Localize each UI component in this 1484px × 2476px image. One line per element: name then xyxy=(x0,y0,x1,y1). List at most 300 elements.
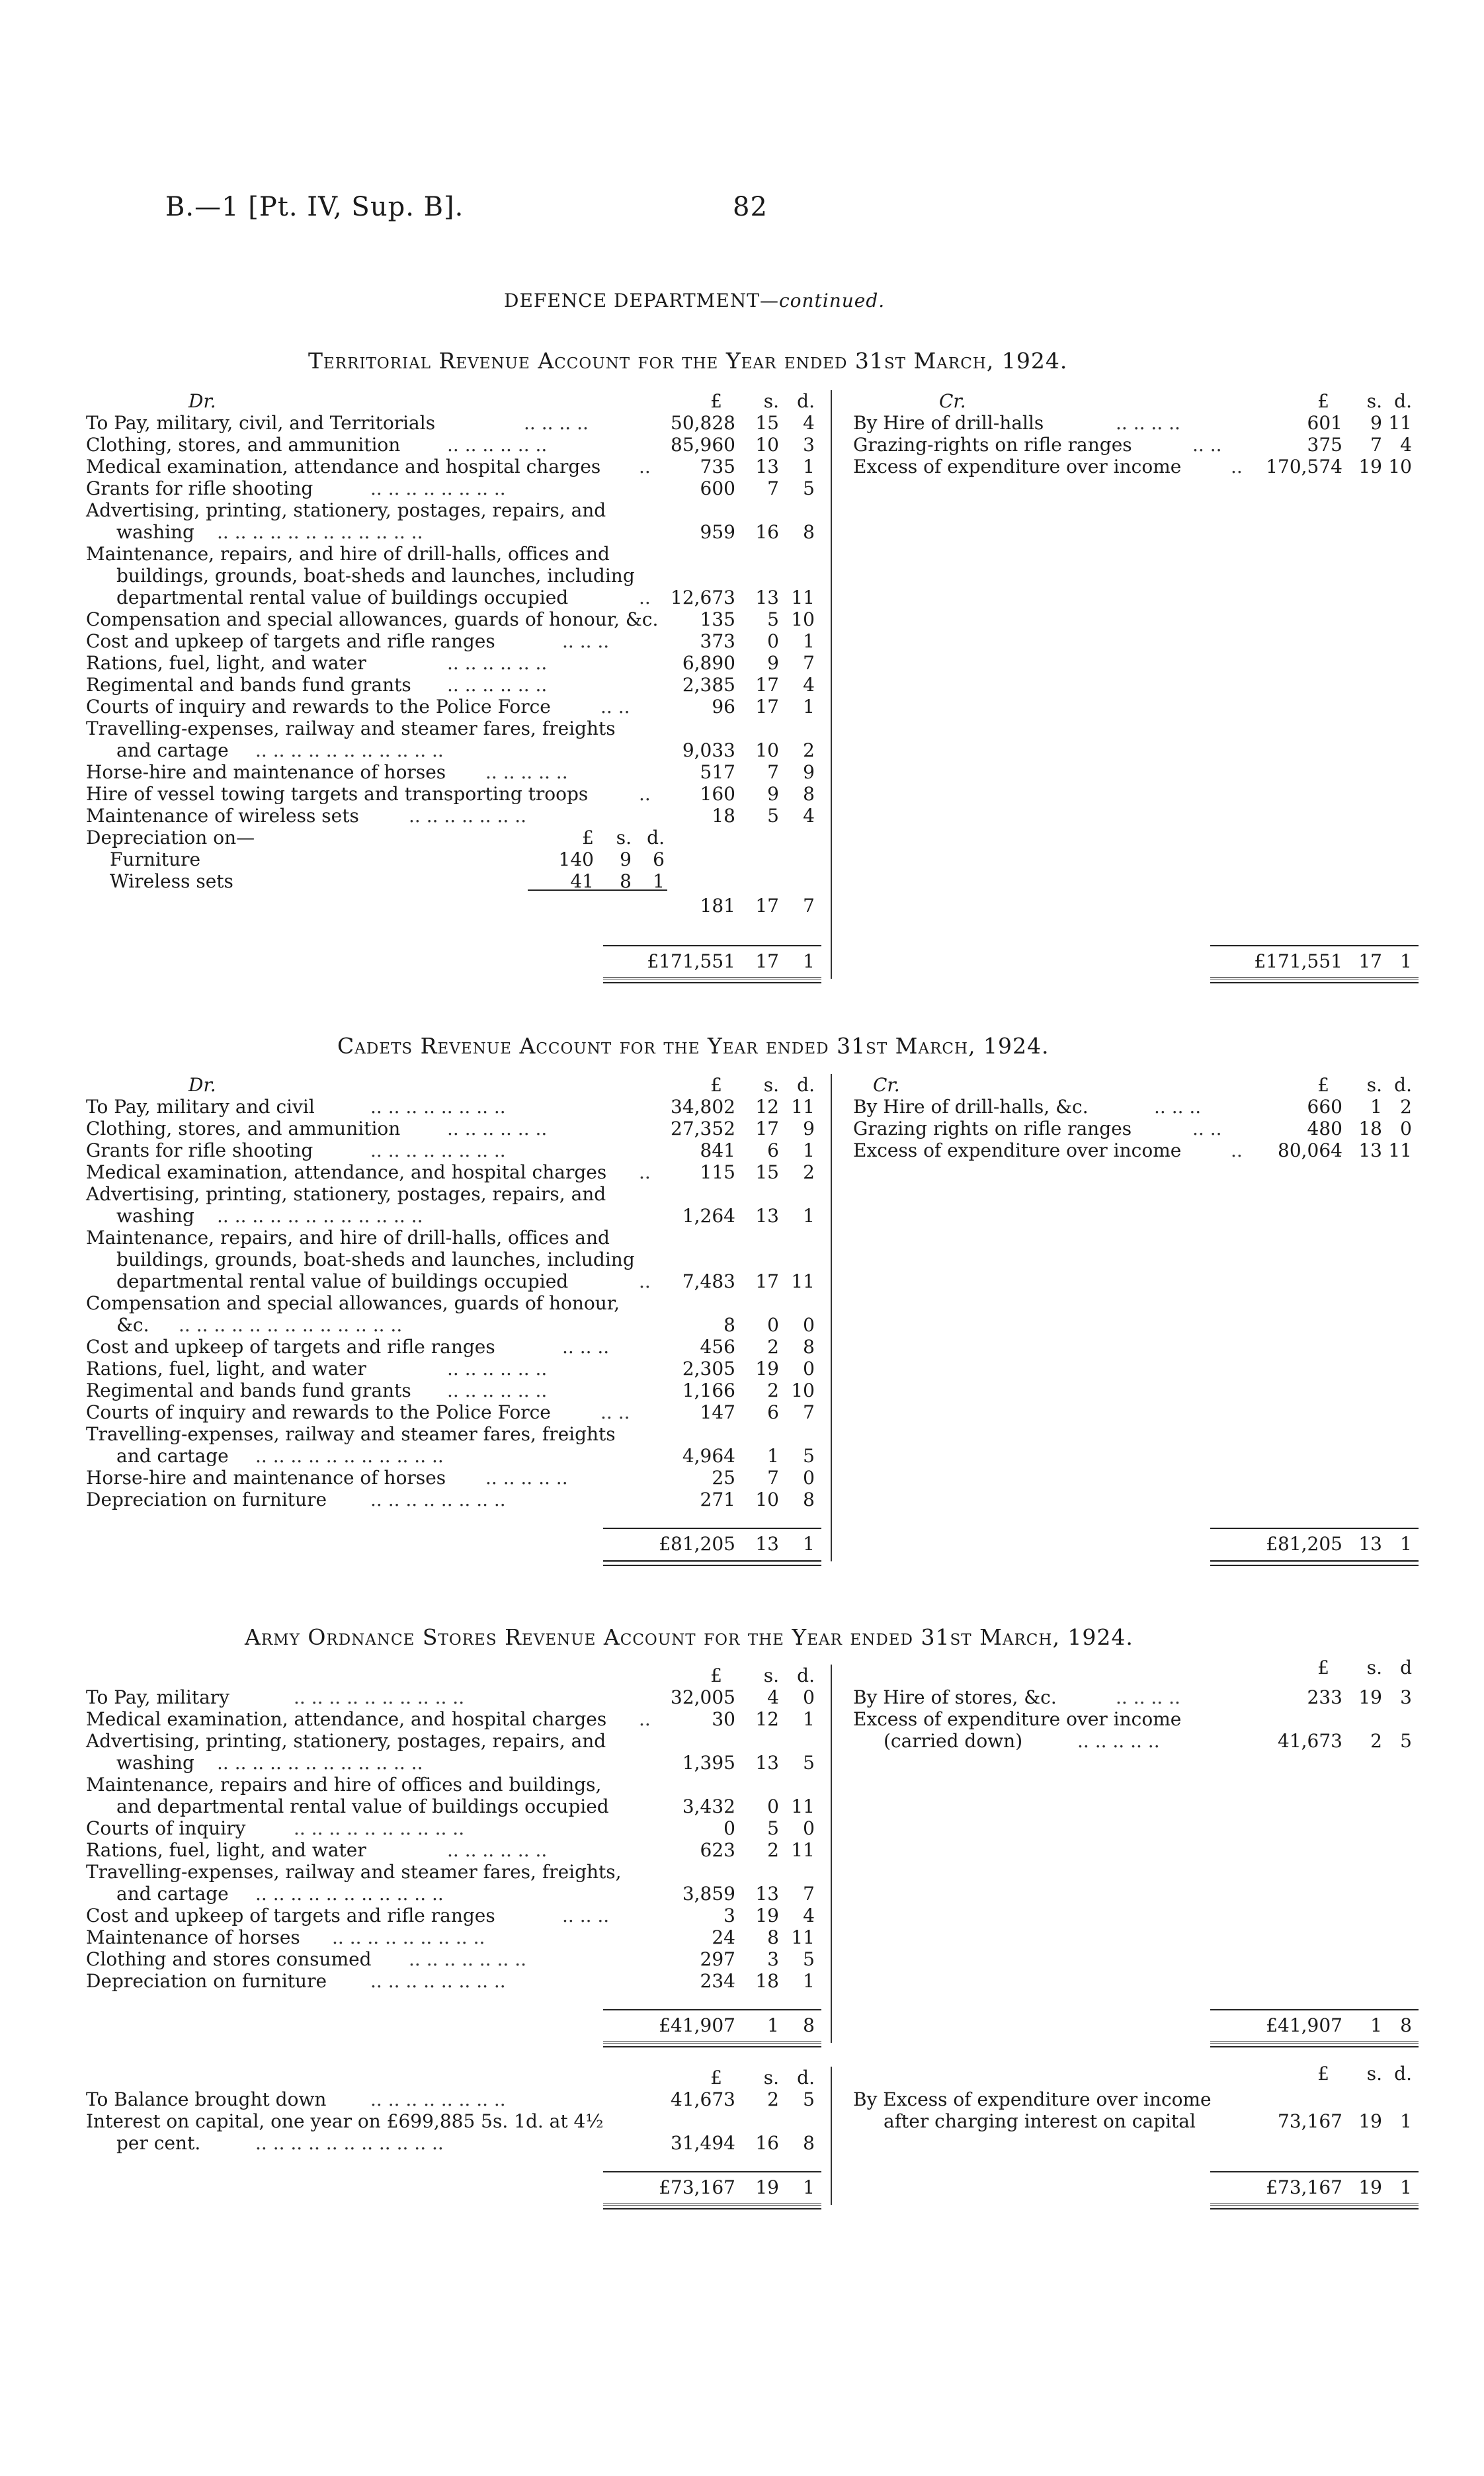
cadets-dr-shillings: 15 xyxy=(755,1161,779,1183)
ordnance-dr-shillings: 2 xyxy=(767,1839,779,1861)
ordnance2-cr-total-shillings: 19 xyxy=(1358,2176,1382,2198)
territorial-dr-leader-dots: .. .. .. .. .. .. xyxy=(447,434,548,456)
ordnance2-dr-label: per cent. xyxy=(116,2132,201,2154)
department-heading xyxy=(504,290,885,311)
territorial-dr-pounds: 735 xyxy=(700,456,735,477)
cadets-dr-head-pounds: £ xyxy=(710,1074,722,1096)
ordnance-dr-pounds: 3 xyxy=(723,1905,735,1926)
cadets-dr-pounds: 1,166 xyxy=(682,1380,735,1401)
cadets-cr-label: Grazing rights on rifle ranges xyxy=(853,1118,1132,1139)
cadets-dr-leader-dots: .. .. .. .. .. xyxy=(485,1467,568,1489)
cadets-dr-pounds: 7,483 xyxy=(682,1270,735,1292)
cadets-dr-label: Horse-hire and maintenance of horses xyxy=(86,1467,446,1489)
cadets-cr-head-pounds: £ xyxy=(1317,1074,1329,1096)
ordnance-dr-head-pounds: £ xyxy=(710,1665,722,1686)
cadets-cr-total-double-rule xyxy=(1210,1560,1419,1566)
territorial-dr-label: Wireless sets xyxy=(110,870,233,892)
territorial-dr-pence: 7 xyxy=(803,895,815,917)
cadets-dr-pounds: 34,802 xyxy=(671,1096,735,1118)
ordnance2-cr-total-pence: 1 xyxy=(1400,2176,1412,2198)
ordnance-cr-head-pounds: £ xyxy=(1317,1657,1329,1678)
territorial-dr-sub-head-shillings: s. xyxy=(616,827,632,848)
territorial-cr-leader-dots: .. .. .. .. xyxy=(1116,412,1180,434)
territorial-cr-leader-dots: .. .. xyxy=(1192,434,1222,456)
cadets-dr-leader-dots: .. .. .. .. .. .. .. .. .. .. .. .. .. xyxy=(179,1314,403,1336)
ordnance-dr-shillings: 18 xyxy=(755,1970,779,1992)
territorial-dr-leader-dots: .. .. .. xyxy=(562,630,610,652)
territorial-dr-label: Furniture xyxy=(110,848,201,870)
cadets-dr-leader-dots: .. .. .. .. .. .. xyxy=(447,1118,548,1139)
cadets-cr-label: Excess of expenditure over income xyxy=(853,1139,1182,1161)
territorial-dr-shillings: 0 xyxy=(767,630,779,652)
territorial-dr-sub-shillings: 8 xyxy=(620,870,632,892)
ordnance-dr-total-pounds: £41,907 xyxy=(659,2014,735,2036)
ordnance-dr-label: and departmental rental value of buildings occupied xyxy=(116,1795,609,1817)
territorial-cr-pounds: 601 xyxy=(1307,412,1342,434)
ordnance2-divider xyxy=(831,2067,832,2205)
territorial-cr-pounds: 375 xyxy=(1307,434,1342,456)
territorial-dr-pence: 3 xyxy=(803,434,815,456)
ordnance2-dr-total-pence: 1 xyxy=(803,2176,815,2198)
cadets-divider xyxy=(831,1074,832,1561)
cadets-dr-label: To Pay, military and civil xyxy=(86,1096,315,1118)
cadets-dr-pounds: 456 xyxy=(700,1336,735,1358)
cadets-dr-pounds: 4,964 xyxy=(682,1445,735,1467)
ordnance-dr-total-shillings: 1 xyxy=(767,2014,779,2036)
cadets-dr-label: Dr. xyxy=(188,1074,216,1096)
cadets-dr-shillings: 6 xyxy=(767,1401,779,1423)
cadets-dr-leader-dots: .. .. .. .. .. .. .. .. xyxy=(370,1139,506,1161)
territorial-dr-pence: 8 xyxy=(803,783,815,805)
territorial-dr-sub-pence: 6 xyxy=(653,848,665,870)
ordnance-cr-shillings: 19 xyxy=(1358,1686,1382,1708)
cadets-dr-pounds: 271 xyxy=(700,1489,735,1510)
territorial-dr-label: To Pay, military, civil, and Territorials xyxy=(86,412,436,434)
cadets-cr-pounds: 660 xyxy=(1307,1096,1342,1118)
ordnance-dr-label: Depreciation on furniture xyxy=(86,1970,327,1992)
ordnance-dr-shillings: 8 xyxy=(767,1926,779,1948)
cadets-dr-head-shillings: s. xyxy=(763,1074,779,1096)
cadets-dr-total-double-rule xyxy=(603,1560,821,1566)
territorial-cr-pence: 11 xyxy=(1388,412,1412,434)
cadets-dr-pence: 0 xyxy=(803,1314,815,1336)
cadets-cr-leader-dots: .. .. xyxy=(1192,1118,1222,1139)
cadets-dr-leader-dots: .. .. .. .. .. .. .. .. xyxy=(370,1096,506,1118)
territorial-dr-pounds: 517 xyxy=(700,761,735,783)
cadets-dr-leader-dots: .. .. xyxy=(600,1401,630,1423)
ordnance-dr-pounds: 32,005 xyxy=(671,1686,735,1708)
territorial-dr-shillings: 5 xyxy=(767,805,779,827)
cadets-dr-pence: 7 xyxy=(803,1401,815,1423)
territorial-cr-shillings: 7 xyxy=(1370,434,1382,456)
cadets-dr-shillings: 19 xyxy=(755,1358,779,1380)
cadets-cr-pence: 11 xyxy=(1388,1139,1412,1161)
territorial-dr-leader-dots: .. .. .. .. .. .. .. .. xyxy=(370,477,506,499)
territorial-dr-total-double-rule xyxy=(603,977,821,983)
ordnance-dr-label: Maintenance, repairs and hire of offices and buildings, xyxy=(86,1774,602,1795)
cadets-dr-total-rule xyxy=(603,1528,821,1529)
ordnance-dr-pence: 5 xyxy=(803,1752,815,1774)
cadets-dr-label: &c. xyxy=(116,1314,149,1336)
territorial-dr-pounds: 12,673 xyxy=(671,587,735,608)
ordnance2-dr-total-pounds: £73,167 xyxy=(659,2176,735,2198)
territorial-dr-label: Travelling-expenses, railway and steamer fares, freights xyxy=(86,718,616,739)
cadets-dr-leader-dots: .. .. .. .. .. .. xyxy=(447,1358,548,1380)
territorial-dr-label: departmental rental value of buildings occupied xyxy=(116,587,569,608)
territorial-cr-total-rule xyxy=(1210,945,1419,946)
territorial-dr-label: Maintenance of wireless sets xyxy=(86,805,359,827)
territorial-cr-label: Cr. xyxy=(939,390,966,412)
cadets-cr-label: By Hire of drill-halls, &c. xyxy=(853,1096,1089,1118)
territorial-dr-label: Maintenance, repairs, and hire of drill-halls, offices and xyxy=(86,543,610,565)
ordnance-dr-pence: 4 xyxy=(803,1905,815,1926)
territorial-dr-label: Hire of vessel towing targets and transporting troops xyxy=(86,783,589,805)
territorial-dr-sub-pence: 1 xyxy=(653,870,665,892)
ordnance2-cr-total-pounds: £73,167 xyxy=(1266,2176,1342,2198)
ordnance-dr-pence: 1 xyxy=(803,1708,815,1730)
cadets-cr-head-shillings: s. xyxy=(1366,1074,1382,1096)
territorial-dr-head-shillings: s. xyxy=(763,390,779,412)
ordnance-dr-pounds: 623 xyxy=(700,1839,735,1861)
ordnance-cr-total-pence: 8 xyxy=(1400,2014,1412,2036)
ordnance-cr-pounds: 233 xyxy=(1307,1686,1342,1708)
cadets-dr-label: Travelling-expenses, railway and steamer fares, freights xyxy=(86,1423,616,1445)
ordnance-dr-pounds: 234 xyxy=(700,1970,735,1992)
cadets-cr-pence: 2 xyxy=(1400,1096,1412,1118)
ordnance-dr-shillings: 13 xyxy=(755,1883,779,1905)
ordnance-dr-label: Advertising, printing, stationery, postages, repairs, and xyxy=(86,1730,606,1752)
cadets-dr-pounds: 1,264 xyxy=(682,1205,735,1227)
ordnance-cr-pounds: 41,673 xyxy=(1278,1730,1342,1752)
ordnance-cr-total-shillings: 1 xyxy=(1370,2014,1382,2036)
territorial-dr-head-pence: d. xyxy=(797,390,815,412)
ordnance-dr-pounds: 1,395 xyxy=(682,1752,735,1774)
cadets-dr-label: Compensation and special allowances, guards of honour, xyxy=(86,1292,620,1314)
cadets-dr-total-pounds: £81,205 xyxy=(659,1533,735,1555)
territorial-dr-label: Dr. xyxy=(188,390,216,412)
territorial-dr-pounds: 181 xyxy=(700,895,735,917)
cadets-dr-shillings: 6 xyxy=(767,1139,779,1161)
territorial-dr-label: Compensation and special allowances, guards of honour, &c. xyxy=(86,608,659,630)
ordnance-dr-pence: 0 xyxy=(803,1686,815,1708)
territorial-dr-pounds: 9,033 xyxy=(682,739,735,761)
ordnance-dr-leader-dots: .. .. .. .. .. .. .. .. .. .. xyxy=(294,1817,465,1839)
ordnance-dr-leader-dots: .. .. .. .. .. .. .. .. .. .. .. xyxy=(255,1883,444,1905)
ordnance-dr-leader-dots: .. .. .. .. .. .. .. xyxy=(409,1948,527,1970)
cadets-dr-label: Medical examination, attendance, and hospital charges xyxy=(86,1161,607,1183)
territorial-dr-leader-dots: .. xyxy=(639,456,651,477)
territorial-dr-leader-dots: .. .. xyxy=(600,696,630,718)
ordnance2-cr-label: By Excess of expenditure over income xyxy=(853,2088,1212,2110)
ordnance-dr-label: Maintenance of horses xyxy=(86,1926,300,1948)
cadets-dr-shillings: 10 xyxy=(755,1489,779,1510)
cadets-dr-label: buildings, grounds, boat-sheds and launches, including xyxy=(116,1249,635,1270)
ordnance-dr-pence: 11 xyxy=(791,1839,815,1861)
cadets-dr-shillings: 13 xyxy=(755,1205,779,1227)
cadets-title: Cadets Revenue Account for the Year ended 31st March, 1924. xyxy=(337,1033,1050,1059)
cadets-dr-total-pence: 1 xyxy=(803,1533,815,1555)
ordnance-dr-pence: 5 xyxy=(803,1948,815,1970)
cadets-dr-pounds: 8 xyxy=(723,1314,735,1336)
ordnance2-cr-head-pence: d. xyxy=(1394,2063,1412,2084)
territorial-dr-leader-dots: .. xyxy=(639,587,651,608)
cadets-dr-leader-dots: .. .. .. xyxy=(562,1336,610,1358)
territorial-dr-pounds: 50,828 xyxy=(671,412,735,434)
cadets-cr-leader-dots: .. .. .. xyxy=(1154,1096,1202,1118)
ordnance2-cr-head-pounds: £ xyxy=(1317,2063,1329,2084)
cadets-dr-pounds: 25 xyxy=(712,1467,735,1489)
ordnance-dr-leader-dots: .. .. .. .. .. .. .. .. .. xyxy=(332,1926,485,1948)
cadets-dr-pence: 8 xyxy=(803,1489,815,1510)
ordnance-dr-shillings: 3 xyxy=(767,1948,779,1970)
territorial-dr-pounds: 600 xyxy=(700,477,735,499)
cadets-dr-shillings: 2 xyxy=(767,1380,779,1401)
ordnance-cr-total-double-rule xyxy=(1210,2042,1419,2047)
ordnance-cr-leader-dots: .. .. .. .. xyxy=(1116,1686,1180,1708)
territorial-dr-shillings: 9 xyxy=(767,783,779,805)
cadets-dr-leader-dots: .. .. .. .. .. .. xyxy=(447,1380,548,1401)
territorial-dr-pence: 1 xyxy=(803,456,815,477)
cadets-cr-leader-dots: .. xyxy=(1231,1139,1243,1161)
territorial-divider xyxy=(831,390,832,979)
ordnance-dr-shillings: 13 xyxy=(755,1752,779,1774)
territorial-dr-pounds: 18 xyxy=(712,805,735,827)
territorial-dr-pence: 1 xyxy=(803,630,815,652)
cadets-cr-head-pence: d. xyxy=(1394,1074,1412,1096)
ordnance-dr-pence: 11 xyxy=(791,1795,815,1817)
ordnance-dr-shillings: 5 xyxy=(767,1817,779,1839)
territorial-dr-label: and cartage xyxy=(116,739,229,761)
ordnance2-dr-shillings: 2 xyxy=(767,2088,779,2110)
ordnance-dr-total-double-rule xyxy=(603,2042,821,2047)
ordnance-dr-pounds: 24 xyxy=(712,1926,735,1948)
cadets-dr-label: washing xyxy=(116,1205,194,1227)
cadets-dr-leader-dots: .. .. .. .. .. .. .. .. .. .. .. .. xyxy=(217,1205,423,1227)
ordnance-dr-pence: 7 xyxy=(803,1883,815,1905)
territorial-cr-head-shillings: s. xyxy=(1366,390,1382,412)
department-continued: continued. xyxy=(778,290,886,311)
cadets-dr-pence: 11 xyxy=(791,1270,815,1292)
cadets-cr-label: Cr. xyxy=(873,1074,900,1096)
territorial-dr-shillings: 5 xyxy=(767,608,779,630)
ordnance2-cr-label: after charging interest on capital xyxy=(884,2110,1196,2132)
territorial-title: Territorial Revenue Account for the Year ended 31st March, 1924. xyxy=(308,348,1068,374)
ordnance2-cr-total-rule xyxy=(1210,2171,1419,2172)
territorial-dr-shillings: 16 xyxy=(755,521,779,543)
cadets-dr-pence: 11 xyxy=(791,1096,815,1118)
ordnance-cr-pence: 5 xyxy=(1400,1730,1412,1752)
ordnance-cr-shillings: 2 xyxy=(1370,1730,1382,1752)
ordnance-dr-leader-dots: .. xyxy=(639,1708,651,1730)
territorial-dr-label: Regimental and bands fund grants xyxy=(86,674,411,696)
ordnance-cr-label: By Hire of stores, &c. xyxy=(853,1686,1057,1708)
territorial-dr-sub-head-pence: d. xyxy=(647,827,665,848)
cadets-dr-label: Rations, fuel, light, and water xyxy=(86,1358,366,1380)
territorial-dr-sub-head-pounds: £ xyxy=(582,827,594,848)
cadets-dr-pence: 0 xyxy=(803,1467,815,1489)
ordnance-dr-label: and cartage xyxy=(116,1883,229,1905)
territorial-dr-pounds: 373 xyxy=(700,630,735,652)
ordnance-dr-head-shillings: s. xyxy=(763,1665,779,1686)
territorial-dr-total-rule xyxy=(603,945,821,946)
ordnance-dr-pounds: 3,859 xyxy=(682,1883,735,1905)
cadets-dr-label: Depreciation on furniture xyxy=(86,1489,327,1510)
cadets-dr-shillings: 12 xyxy=(755,1096,779,1118)
territorial-dr-leader-dots: .. .. .. .. .. .. .. .. .. .. .. .. xyxy=(217,521,423,543)
territorial-dr-pounds: 96 xyxy=(712,696,735,718)
territorial-dr-pence: 2 xyxy=(803,739,815,761)
cadets-dr-pence: 0 xyxy=(803,1358,815,1380)
territorial-dr-shillings: 9 xyxy=(767,652,779,674)
ordnance-dr-leader-dots: .. .. .. .. .. .. .. .. xyxy=(370,1970,506,1992)
territorial-dr-pence: 4 xyxy=(803,805,815,827)
cadets-dr-pence: 2 xyxy=(803,1161,815,1183)
cadets-dr-label: Regimental and bands fund grants xyxy=(86,1380,411,1401)
territorial-dr-pounds: 2,385 xyxy=(682,674,735,696)
ordnance2-dr-label: To Balance brought down xyxy=(86,2088,327,2110)
territorial-dr-shillings: 13 xyxy=(755,456,779,477)
territorial-dr-label: Rations, fuel, light, and water xyxy=(86,652,366,674)
cadets-dr-pence: 9 xyxy=(803,1118,815,1139)
ordnance-cr-total-pounds: £41,907 xyxy=(1266,2014,1342,2036)
ordnance2-dr-pounds: 41,673 xyxy=(671,2088,735,2110)
territorial-dr-leader-dots: .. .. .. .. .. .. .. .. .. .. .. xyxy=(255,739,444,761)
ordnance-cr-leader-dots: .. .. .. .. .. xyxy=(1077,1730,1160,1752)
territorial-cr-label: By Hire of drill-halls xyxy=(853,412,1044,434)
cadets-dr-leader-dots: .. xyxy=(639,1270,651,1292)
cadets-dr-pounds: 2,305 xyxy=(682,1358,735,1380)
territorial-dr-pence: 7 xyxy=(803,652,815,674)
ordnance-dr-shillings: 19 xyxy=(755,1905,779,1926)
territorial-dr-shillings: 10 xyxy=(755,739,779,761)
ordnance-dr-pounds: 3,432 xyxy=(682,1795,735,1817)
ordnance-dr-leader-dots: .. .. .. xyxy=(562,1905,610,1926)
page-reference: B.—1 [Pt. IV, Sup. B]. xyxy=(165,192,464,222)
territorial-cr-pounds: 170,574 xyxy=(1266,456,1342,477)
ordnance-cr-total-rule xyxy=(1210,2009,1419,2010)
territorial-dr-total-pounds: £171,551 xyxy=(647,950,735,972)
territorial-cr-shillings: 19 xyxy=(1358,456,1382,477)
cadets-dr-pounds: 27,352 xyxy=(671,1118,735,1139)
cadets-dr-total-shillings: 13 xyxy=(755,1533,779,1555)
ordnance2-dr-leader-dots: .. .. .. .. .. .. .. .. xyxy=(370,2088,506,2110)
ordnance-dr-label: Courts of inquiry xyxy=(86,1817,246,1839)
ordnance-dr-label: Cost and upkeep of targets and rifle ranges xyxy=(86,1905,495,1926)
ordnance-dr-pounds: 30 xyxy=(712,1708,735,1730)
cadets-dr-shillings: 17 xyxy=(755,1118,779,1139)
ordnance-dr-total-rule xyxy=(603,2009,821,2010)
cadets-dr-pounds: 115 xyxy=(700,1161,735,1183)
ordnance-dr-leader-dots: .. .. .. .. .. .. .. .. .. .. .. .. xyxy=(217,1752,423,1774)
territorial-dr-leader-dots: .. .. .. .. .. .. xyxy=(447,652,548,674)
territorial-dr-sub-pounds: 140 xyxy=(558,848,594,870)
cadets-dr-label: Grants for rifle shooting xyxy=(86,1139,313,1161)
territorial-dr-pence: 5 xyxy=(803,477,815,499)
territorial-dr-label: Advertising, printing, stationery, postages, repairs, and xyxy=(86,499,606,521)
territorial-dr-shillings: 17 xyxy=(755,696,779,718)
ordnance-dr-label: Clothing and stores consumed xyxy=(86,1948,372,1970)
cadets-dr-label: departmental rental value of buildings occupied xyxy=(116,1270,569,1292)
cadets-cr-total-rule xyxy=(1210,1528,1419,1529)
territorial-cr-total-pounds: £171,551 xyxy=(1254,950,1342,972)
cadets-cr-shillings: 18 xyxy=(1358,1118,1382,1139)
cadets-cr-total-shillings: 13 xyxy=(1358,1533,1382,1555)
ordnance-dr-total-pence: 8 xyxy=(803,2014,815,2036)
ordnance-dr-label: Rations, fuel, light, and water xyxy=(86,1839,366,1861)
territorial-dr-label: Cost and upkeep of targets and rifle ranges xyxy=(86,630,495,652)
territorial-cr-head-pence: d. xyxy=(1394,390,1412,412)
territorial-cr-total-pence: 1 xyxy=(1400,950,1412,972)
territorial-dr-sub-pounds: 41 xyxy=(570,870,594,892)
territorial-dr-label: Clothing, stores, and ammunition xyxy=(86,434,401,456)
cadets-dr-pence: 8 xyxy=(803,1336,815,1358)
ordnance2-dr-total-shillings: 19 xyxy=(755,2176,779,2198)
ordnance-cr-head-pence: d xyxy=(1400,1657,1412,1678)
ordnance-dr-label: washing xyxy=(116,1752,194,1774)
ordnance-cr-label: (carried down) xyxy=(884,1730,1023,1752)
ordnance2-dr-leader-dots: .. .. .. .. .. .. .. .. .. .. .. xyxy=(255,2132,444,2154)
ordnance2-dr-head-pence: d. xyxy=(797,2067,815,2088)
cadets-dr-leader-dots: .. .. .. .. .. .. .. .. .. .. .. xyxy=(255,1445,444,1467)
territorial-dr-pence: 10 xyxy=(791,608,815,630)
cadets-cr-pence: 0 xyxy=(1400,1118,1412,1139)
territorial-dr-label: washing xyxy=(116,521,194,543)
page-number: 82 xyxy=(733,192,768,222)
territorial-dr-shillings: 17 xyxy=(755,674,779,696)
cadets-dr-shillings: 1 xyxy=(767,1445,779,1467)
territorial-dr-shillings: 7 xyxy=(767,477,779,499)
cadets-dr-label: Courts of inquiry and rewards to the Police Force xyxy=(86,1401,551,1423)
territorial-cr-pence: 10 xyxy=(1388,456,1412,477)
cadets-cr-shillings: 13 xyxy=(1358,1139,1382,1161)
territorial-dr-label: buildings, grounds, boat-sheds and launches, including xyxy=(116,565,635,587)
cadets-dr-shillings: 0 xyxy=(767,1314,779,1336)
ordnance-cr-head-shillings: s. xyxy=(1366,1657,1382,1678)
territorial-dr-pence: 4 xyxy=(803,674,815,696)
territorial-dr-shillings: 13 xyxy=(755,587,779,608)
ordnance2-dr-label: Interest on capital, one year on £699,885 5s. 1d. at 4½ xyxy=(86,2110,604,2132)
territorial-cr-total-double-rule xyxy=(1210,977,1419,983)
territorial-dr-pounds: 135 xyxy=(700,608,735,630)
territorial-cr-shillings: 9 xyxy=(1370,412,1382,434)
cadets-dr-pence: 10 xyxy=(791,1380,815,1401)
territorial-dr-pounds: 85,960 xyxy=(671,434,735,456)
territorial-dr-leader-dots: .. .. .. .. .. .. .. xyxy=(409,805,527,827)
cadets-cr-total-pounds: £81,205 xyxy=(1266,1533,1342,1555)
cadets-cr-shillings: 1 xyxy=(1370,1096,1382,1118)
ordnance-dr-head-pence: d. xyxy=(797,1665,815,1686)
territorial-dr-pence: 9 xyxy=(803,761,815,783)
territorial-cr-label: Grazing-rights on rifle ranges xyxy=(853,434,1132,456)
cadets-dr-label: and cartage xyxy=(116,1445,229,1467)
territorial-dr-pence: 1 xyxy=(803,696,815,718)
territorial-dr-head-pounds: £ xyxy=(710,390,722,412)
cadets-dr-shillings: 7 xyxy=(767,1467,779,1489)
cadets-dr-pounds: 147 xyxy=(700,1401,735,1423)
territorial-dr-shillings: 15 xyxy=(755,412,779,434)
territorial-cr-label: Excess of expenditure over income xyxy=(853,456,1182,477)
cadets-dr-leader-dots: .. .. .. .. .. .. .. .. xyxy=(370,1489,506,1510)
cadets-dr-leader-dots: .. xyxy=(639,1161,651,1183)
ordnance2-dr-total-rule xyxy=(603,2171,821,2172)
cadets-cr-pounds: 80,064 xyxy=(1278,1139,1342,1161)
cadets-cr-pounds: 480 xyxy=(1307,1118,1342,1139)
ordnance2-cr-pence: 1 xyxy=(1400,2110,1412,2132)
ordnance2-dr-pence: 5 xyxy=(803,2088,815,2110)
cadets-dr-label: Advertising, printing, stationery, postages, repairs, and xyxy=(86,1183,606,1205)
cadets-dr-label: Cost and upkeep of targets and rifle ranges xyxy=(86,1336,495,1358)
territorial-dr-pounds: 160 xyxy=(700,783,735,805)
